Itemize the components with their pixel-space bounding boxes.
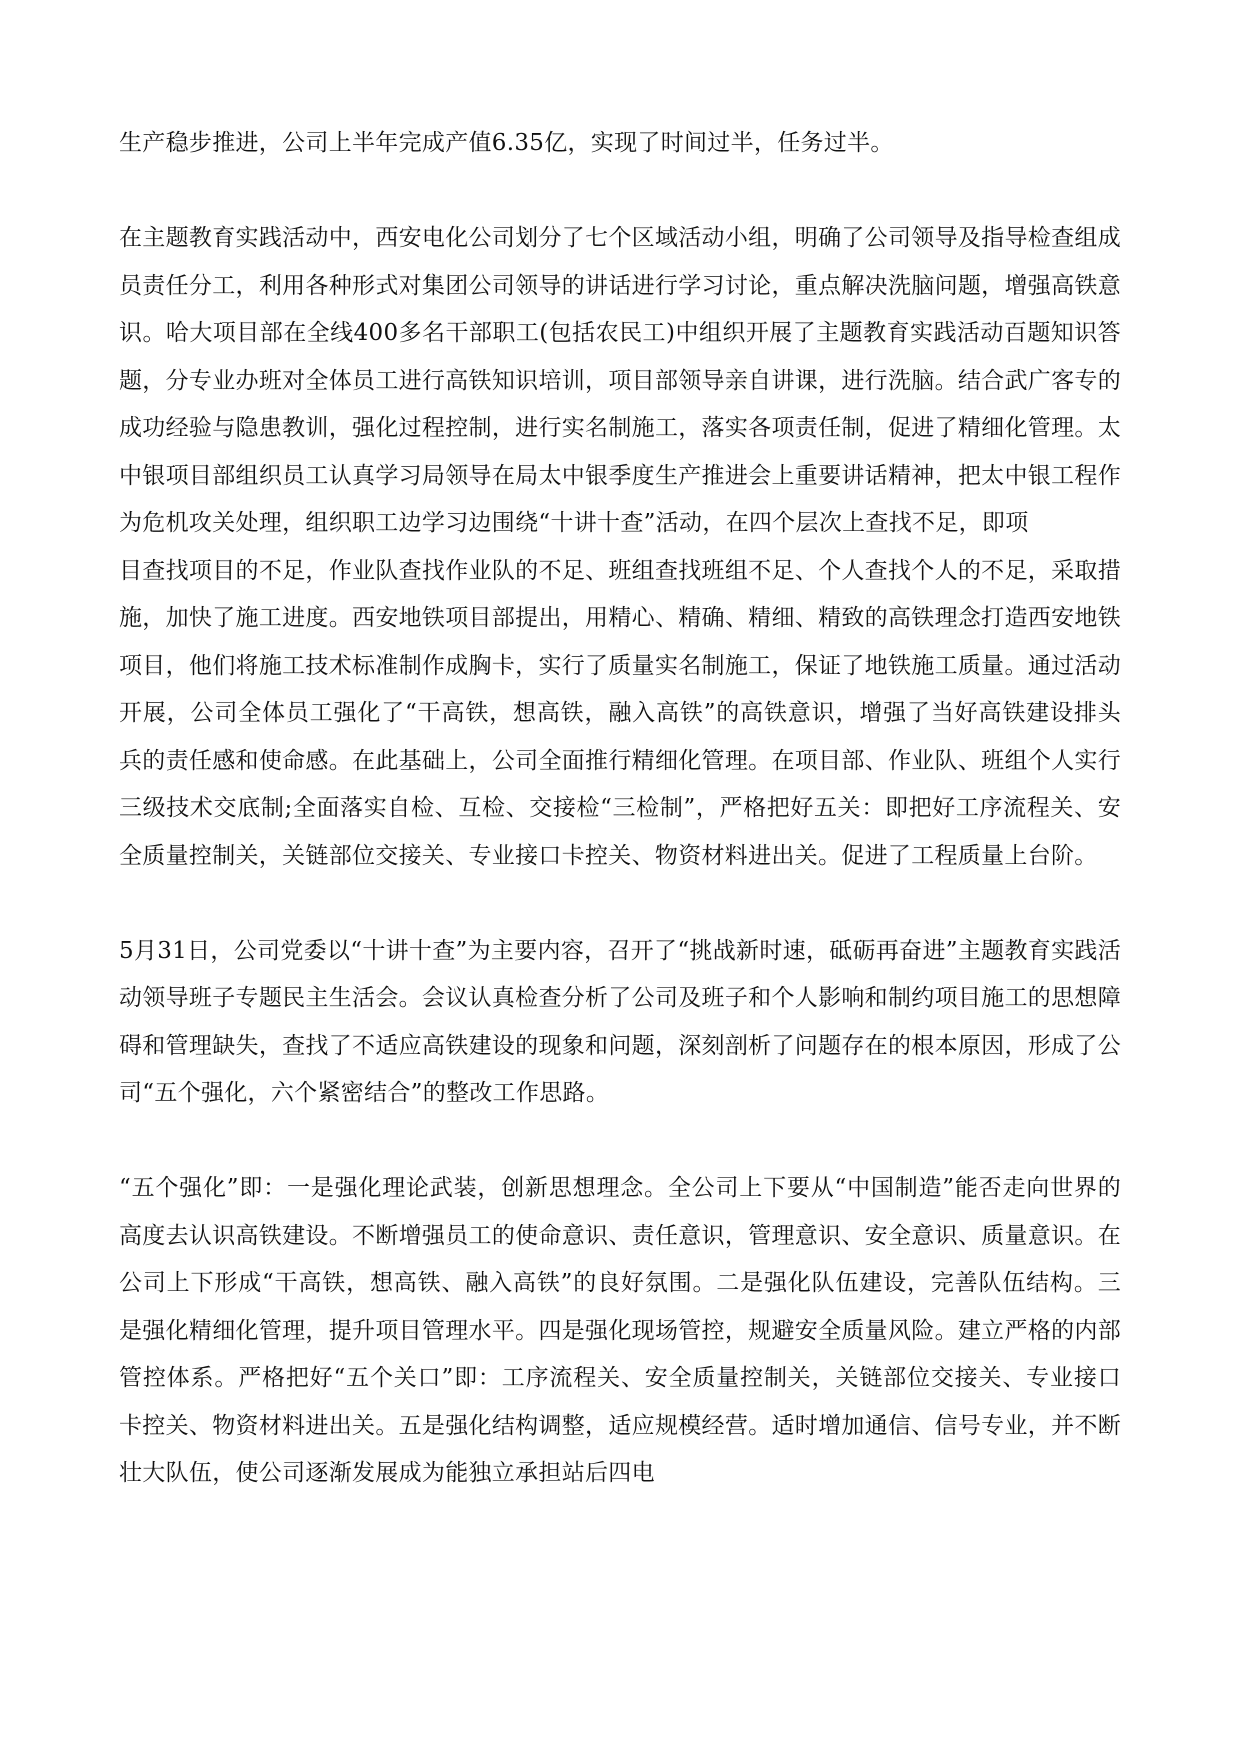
paragraph-theme-education-activities: 在主题教育实践活动中，西安电化公司划分了七个区域活动小组，明确了公司领导及指导检查组成员责任分工，利用各种形式对集团公司领导的讲话进行学习讨论，重点解决洗脑问题，增强高铁意识。哈大项目部在全线400多名干部职工(包括农民工)中组织开展了主题教育实践活动百题知识答题，分专业办班对全体员工进行高铁知识培训，项目部领导亲自讲课，进行洗脑。结合武广客专的成功经验与隐患教训，强化过程控制，进行实名制施工，落实各项责任制，促进了精细化管理。太中银项目部组织员工认真学习局领导在局太中银季度生产推进会上重要讲话精神，把太中银工程作为危机攻关处理，组织职工边学习边围绕“十讲十查”活动，在四个层次上查找不足，即项: [119, 225, 1121, 536]
paragraph-gap: [119, 880, 1121, 928]
paragraph-gap: [119, 168, 1121, 216]
paragraph-five-strengthenings: “五个强化”即：一是强化理论武装，创新思想理念。全公司上下要从“中国制造”能否走向世界的高度去认识高铁建设。不断增强员工的使命意识、责任意识，管理意识、安全意识、质量意识。在公司上下形成“干高铁，想高铁、融入高铁”的良好氛围。二是强化队伍建设，完善队伍结构。三是强化精细化管理，提升项目管理水平。四是强化现场管控，规避安全质量风险。建立严格的内部管控体系。严格把好“五个关口”即：工序流程关、安全质量控制关，关链部位交接关、专业接口卡控关、物资材料进出关。五是强化结构调整，适应规模经营。适时增加通信、信号专业，并不断壮大队伍，使公司逐渐发展成为能独立承担站后四电: [119, 1175, 1121, 1486]
paragraph-gap: [119, 1118, 1121, 1166]
paragraph-project-shortcomings: 目查找项目的不足，作业队查找作业队的不足、班组查找班组不足、个人查找个人的不足，采取措施，加快了施工进度。西安地铁项目部提出，用精心、精确、精细、精致的高铁理念打造西安地铁项目，他们将施工技术标准制作成胸卡，实行了质量实名制施工，保证了地铁施工质量。通过活动开展，公司全体员工强化了“干高铁，想高铁，融入高铁”的高铁意识，增强了当好高铁建设排头兵的责任感和使命感。在此基础上，公司全面推行精细化管理。在项目部、作业队、班组个人实行三级技术交底制;全面落实自检、互检、交接检“三检制”，严格把好五关：即把好工序流程关、安全质量控制关，关链部位交接关、专业接口卡控关、物资材料进出关。促进了工程质量上台阶。: [119, 557, 1121, 869]
document-body: [119, 120, 1121, 1498]
paragraph-production-progress: 生产稳步推进，公司上半年完成产值6.35亿，实现了时间过半，任务过半。: [119, 130, 894, 156]
paragraph-democratic-meeting: 5月31日，公司党委以“十讲十查”为主要内容，召开了“挑战新时速，砥砺再奋进”主题教育实践活动领导班子专题民主生活会。会议认真检查分析了公司及班子和个人影响和制约项目施工的思想障碍和管理缺失，查找了不适应高铁建设的现象和问题，深刻剖析了问题存在的根本原因，形成了公司“五个强化，六个紧密结合”的整改工作思路。: [119, 937, 1121, 1106]
